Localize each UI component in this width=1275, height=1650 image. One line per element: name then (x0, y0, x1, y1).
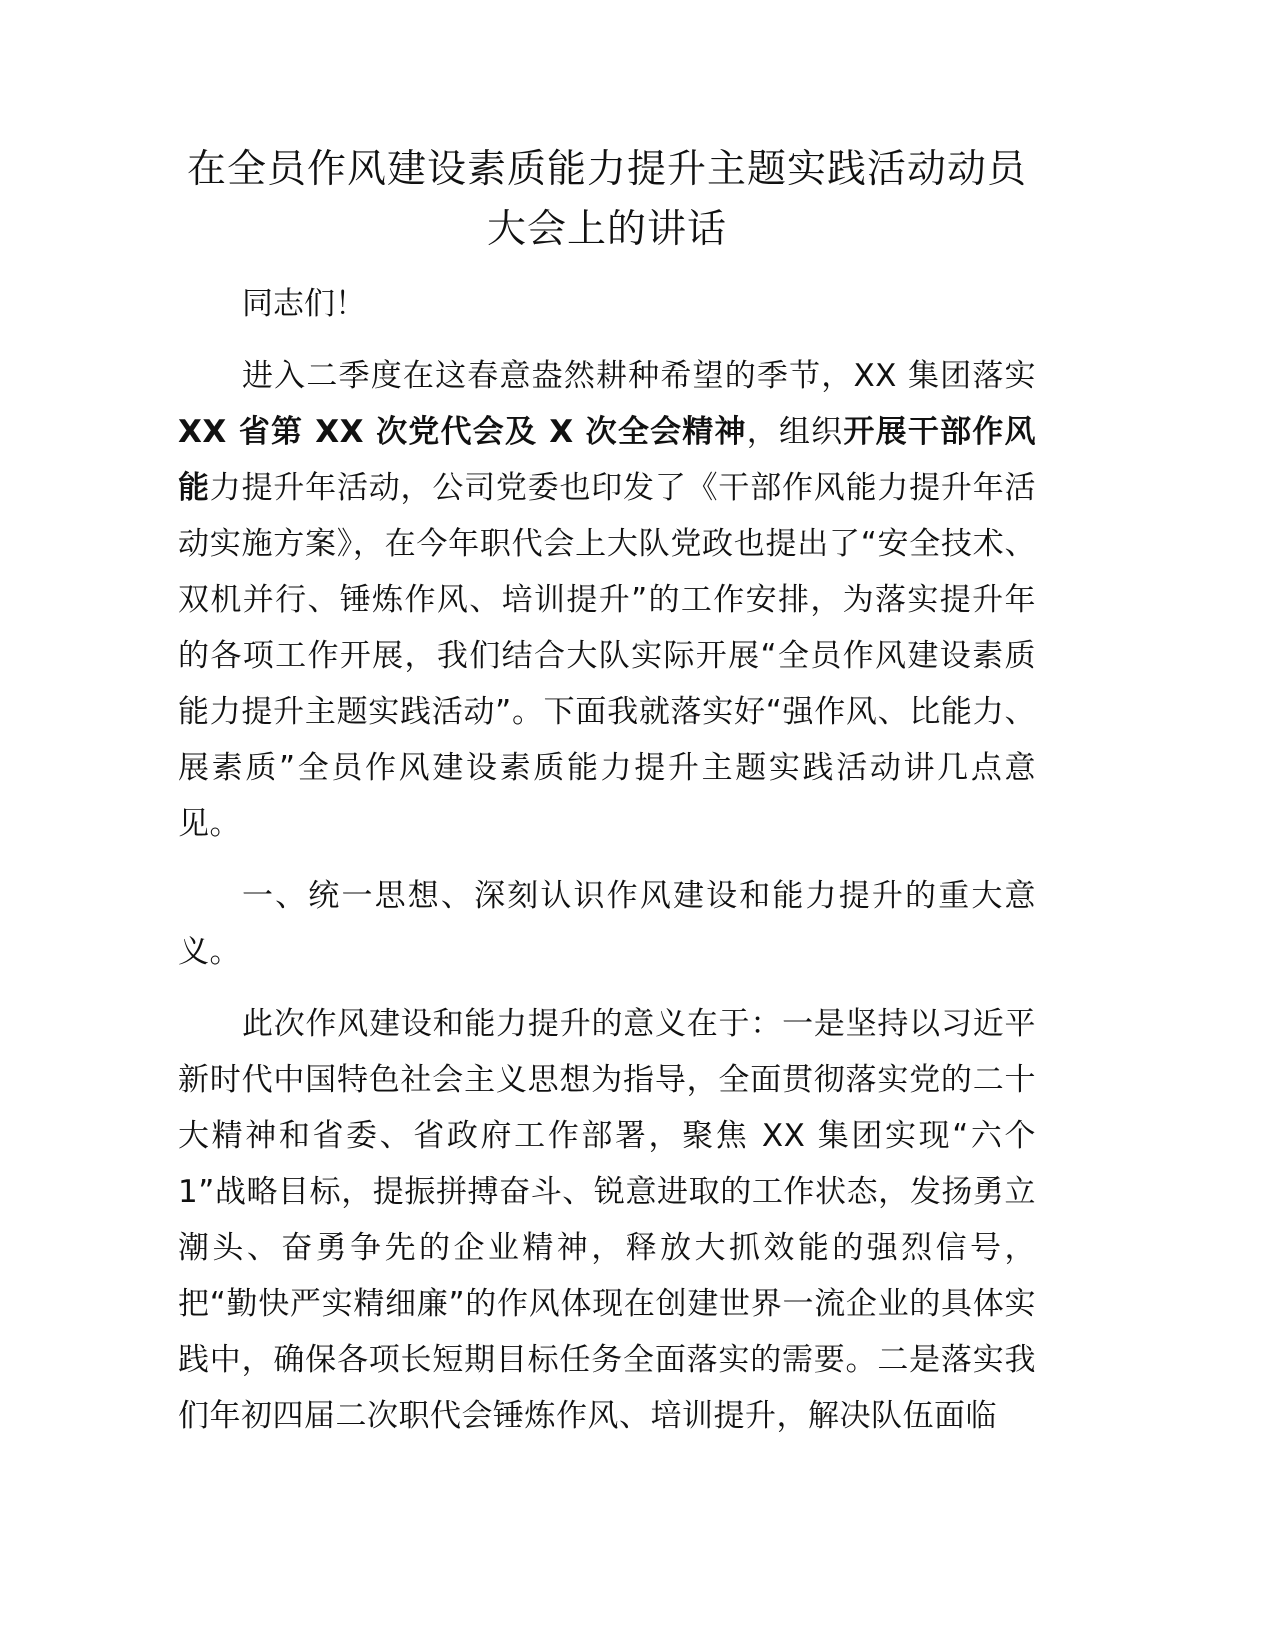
paragraph-intro-part3: ，组织 (746, 414, 844, 450)
paragraph-intro-part1: 进入二季度在这春意盎然耕种希望的季节，XX 集团落实 (242, 358, 1036, 394)
document-title: 在全员作风建设素质能力提升主题实践活动动员大会上的讲话 (186, 147, 1027, 252)
greeting: 同志们！ (242, 286, 366, 322)
paragraph-intro-emphasis-1: XX 省第 XX 次党代会及 X 次全会精神 (178, 414, 747, 450)
paragraph-significance: 此次作风建设和能力提升的意义在于：一是坚持以习近平新时代中国特色社会主义思想为指导，全面贯彻落实党的二十大精神和省委、省政府工作部署，聚焦 XX 集团实现“六个 1”战略目标，提振拼搏奋斗、锐意进取的工作状态，发扬勇立潮头、奋勇争先的企业精神，释放大抓效能的强烈信号，把“勤快严实精细廉”的作风体现在创建世界一流企业的具体实践中，确保各项长短期目标任务全面落实的需要。二是落实我们年初四届二次职代会锤炼作风、培训提升，解决队伍面临 (178, 1006, 1036, 1434)
paragraph-intro (178, 348, 1036, 852)
paragraph-intro-emphasis-2: 开展干部作风能 (178, 414, 1037, 506)
document-page (178, 140, 1036, 1460)
paragraph-intro-part5: 力提升年活动，公司党委也印发了《干部作风能力提升年活动实施方案》，在今年职代会上大队党政也提出了“安全技术、双机并行、锤炼作风、培训提升”的工作安排，为落实提升年的各项工作开展，我们结合大队实际开展“全员作风建设素质能力提升主题实践活动”。下面我就落实好“强作风、比能力、展素质”全员作风建设素质能力提升主题实践活动讲几点意见。 (178, 470, 1037, 842)
section-heading-1: 一、统一思想、深刻认识作风建设和能力提升的重大意义。 (178, 878, 1036, 970)
